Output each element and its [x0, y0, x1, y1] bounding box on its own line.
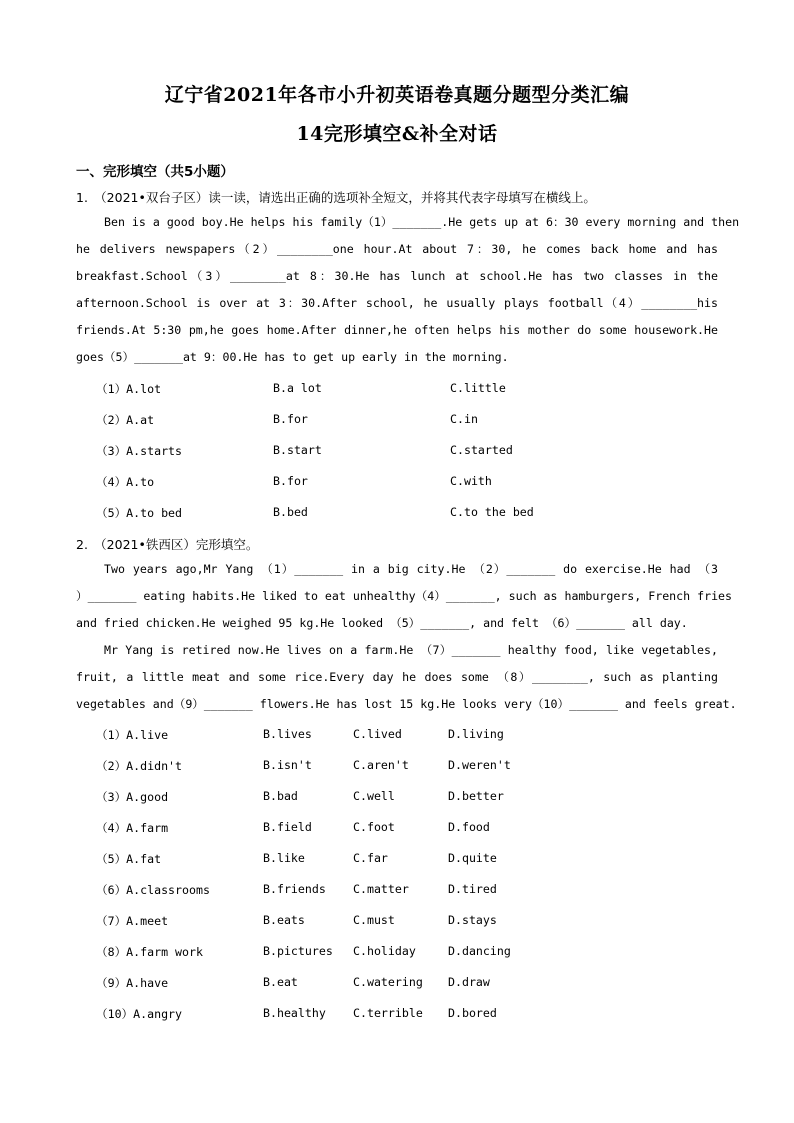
option-b: B.field: [263, 820, 312, 834]
option-b: B.a lot: [273, 381, 322, 395]
option-c: C.aren't: [353, 758, 409, 772]
option-a: （4）A.farm: [96, 821, 169, 835]
option-d: D.living: [448, 727, 504, 741]
passage-line: he delivers newspapers（2）________one hour.At about 7：30, he comes back home and has: [76, 242, 718, 256]
option-d: D.better: [448, 789, 504, 803]
option-a: （5）A.to bed: [96, 506, 183, 520]
question-2-passage: [76, 556, 737, 718]
option-c: C.well: [353, 789, 395, 803]
option-c: C.in: [450, 412, 478, 426]
option-a: （5）A.fat: [96, 852, 162, 866]
option-b: B.bed: [273, 505, 308, 519]
passage-line: breakfast.School（3）________at 8：30.He has lunch at school.He has two classes in the: [76, 269, 718, 283]
question-1-passage: [76, 209, 740, 371]
option-d: D.food: [448, 820, 490, 834]
option-c: C.holiday: [353, 944, 416, 958]
option-b: B.friends: [263, 882, 326, 896]
option-b: B.bad: [263, 789, 298, 803]
option-b: B.for: [273, 412, 308, 426]
option-a: （4）A.to: [96, 475, 155, 489]
option-b: B.like: [263, 851, 305, 865]
passage-line: fruit, a little meat and some rice.Every day he does some （8）________, such as planting: [76, 670, 718, 684]
option-c: C.foot: [353, 820, 395, 834]
passage-line: Two years ago,Mr Yang （1）_______ in a big city.He （2）_______ do exercise.He had （3: [104, 562, 718, 576]
option-a: （1）A.live: [96, 728, 169, 742]
option-a: （10）A.angry: [96, 1007, 183, 1021]
option-a: （8）A.farm work: [96, 945, 203, 959]
option-d: D.bored: [448, 1006, 497, 1020]
option-d: D.stays: [448, 913, 497, 927]
passage-line: vegetables and（9）_______ flowers.He has lost 15 kg.He looks very（10）_______ and feels great.: [76, 697, 737, 711]
question-2-heading: 2. （2021•铁西区）完形填空。: [76, 537, 259, 552]
option-d: D.draw: [448, 975, 490, 989]
option-c: C.must: [353, 913, 395, 927]
option-a: （2）A.didn't: [96, 759, 183, 773]
option-c: C.little: [450, 381, 506, 395]
option-a: （3）A.good: [96, 790, 169, 804]
option-b: B.isn't: [263, 758, 312, 772]
option-a: （3）A.starts: [96, 444, 183, 458]
passage-line: afternoon.School is over at 3：30.After school, he usually plays football（4）________his: [76, 296, 718, 310]
option-a: （7）A.meet: [96, 914, 169, 928]
option-b: B.lives: [263, 727, 312, 741]
document-title: 辽宁省2021年各市小升初英语卷真题分题型分类汇编: [164, 84, 630, 106]
option-d: D.weren't: [448, 758, 511, 772]
passage-line: Ben is a good boy.He helps his family（1）_______.He gets up at 6：30 every morning and then: [104, 215, 740, 229]
option-b: B.eats: [263, 913, 305, 927]
option-c: C.with: [450, 474, 492, 488]
question-1-heading: 1. （2021•双台子区）读一读，请选出正确的选项补全短文，并将其代表字母填写在横线上。: [76, 190, 596, 205]
passage-line: ）_______ eating habits.He liked to eat unhealthy（4）_______, such as hamburgers, French fries: [76, 589, 733, 603]
option-c: C.started: [450, 443, 513, 457]
option-c: C.terrible: [353, 1006, 423, 1020]
option-c: C.watering: [353, 975, 423, 989]
option-b: B.start: [273, 443, 322, 457]
option-b: B.healthy: [263, 1006, 326, 1020]
option-b: B.for: [273, 474, 308, 488]
option-a: （6）A.classrooms: [96, 883, 210, 897]
document-subtitle: 14完形填空&补全对话: [296, 123, 498, 145]
option-d: D.quite: [448, 851, 497, 865]
option-d: D.dancing: [448, 944, 511, 958]
option-c: C.lived: [353, 727, 402, 741]
option-b: B.eat: [263, 975, 298, 989]
passage-line: Mr Yang is retired now.He lives on a farm.He （7）_______ healthy food, like vegetables,: [104, 643, 718, 657]
option-d: D.tired: [448, 882, 497, 896]
passage-line: goes（5）_______at 9：00.He has to get up early in the morning.: [76, 350, 509, 364]
option-c: C.matter: [353, 882, 409, 896]
passage-line: and fried chicken.He weighed 95 kg.He looked （5）_______, and felt （6）_______ all day.: [76, 616, 688, 630]
option-a: （1）A.lot: [96, 382, 162, 396]
option-c: C.far: [353, 851, 388, 865]
option-a: （9）A.have: [96, 976, 169, 990]
option-c: C.to the bed: [450, 505, 534, 519]
passage-line: friends.At 5:30 pm,he goes home.After dinner,he often helps his mother do some housework.He: [76, 323, 718, 337]
option-a: （2）A.at: [96, 413, 155, 427]
option-b: B.pictures: [263, 944, 333, 958]
section-heading: 一、完形填空（共5小题）: [76, 164, 234, 180]
